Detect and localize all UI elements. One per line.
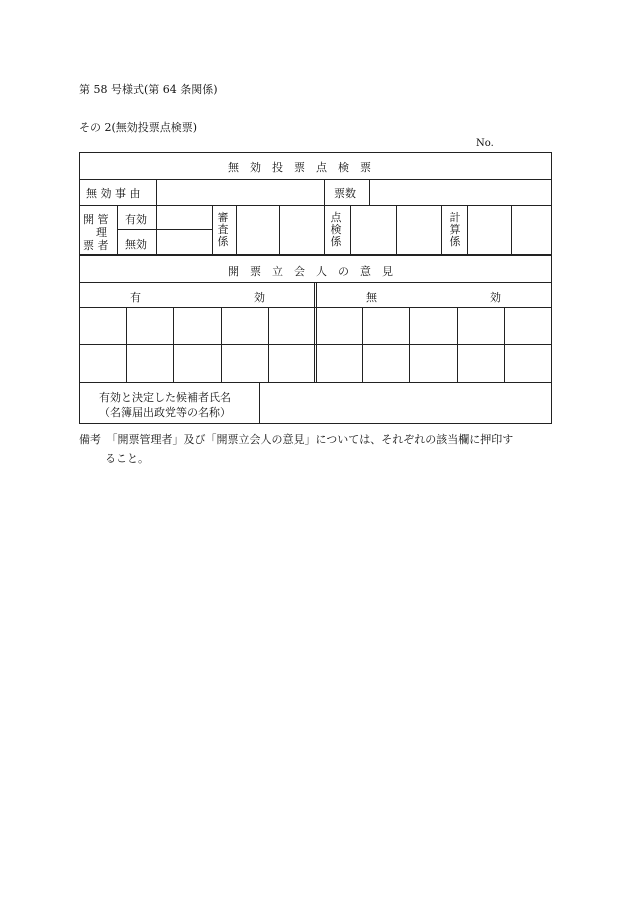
row-divider — [117, 229, 212, 230]
form-number: 第 58 号様式(第 64 条関係) — [79, 83, 218, 96]
col-divider — [173, 307, 174, 382]
form-subtitle: その 2(無効投票点検票) — [79, 121, 198, 134]
col-divider — [350, 205, 351, 254]
col-divider — [268, 307, 269, 382]
invalid-label: 無効 — [125, 238, 147, 251]
col-divider — [369, 179, 370, 205]
col-divider — [409, 307, 410, 382]
col-divider — [259, 382, 260, 424]
inspect-label-1: 点 — [330, 211, 342, 224]
invalid-reason-label: 無 効 事 由 — [86, 187, 141, 200]
row-divider — [79, 179, 552, 180]
col-divider — [467, 205, 468, 254]
review-label-1: 審 — [217, 211, 229, 224]
inspect-label-2: 検 — [330, 223, 342, 236]
remarks — [79, 430, 559, 468]
row-divider — [79, 205, 552, 206]
manager-label-3: 票 者 — [83, 239, 109, 252]
valid-label: 有効 — [125, 213, 147, 226]
col-divider — [324, 205, 325, 254]
col-divider — [362, 307, 363, 382]
row-divider — [79, 254, 552, 256]
opinion-valid-1: 有 — [130, 291, 141, 304]
opinion-invalid-1: 無 — [366, 291, 377, 304]
vote-count-label: 票数 — [334, 187, 356, 200]
col-divider — [441, 205, 442, 254]
calc-label-2: 算 — [449, 223, 461, 236]
col-divider — [212, 205, 213, 254]
col-divider — [396, 205, 397, 254]
review-label-2: 査 — [217, 223, 229, 236]
opinion-title: 開 票 立 会 人 の 意 見 — [228, 265, 393, 278]
col-divider — [221, 307, 222, 382]
calc-label-1: 計 — [449, 211, 461, 224]
col-divider — [156, 205, 157, 254]
row-divider — [79, 382, 552, 383]
col-divider — [279, 205, 280, 254]
opinion-invalid-2: 効 — [490, 291, 501, 304]
candidate-label-line1: 有効と決定した候補者氏名 — [99, 391, 231, 404]
candidate-label-line2: （名簿届出政党等の名称） — [99, 406, 231, 419]
col-divider-double — [316, 282, 317, 382]
col-divider — [511, 205, 512, 254]
manager-label-2: 理 — [96, 226, 107, 239]
remarks-line2: ること。 — [105, 452, 149, 465]
opinion-valid-2: 効 — [254, 291, 265, 304]
calc-label-3: 係 — [449, 235, 461, 248]
manager-label-1: 開 管 — [83, 213, 109, 226]
col-divider — [156, 179, 157, 205]
col-divider — [236, 205, 237, 254]
col-divider — [126, 307, 127, 382]
review-label-3: 係 — [217, 235, 229, 248]
number-label: No. — [476, 138, 494, 149]
remarks-line1: 備考 「開票管理者」及び「開票立会人の意見」については、それぞれの該当欄に押印す — [79, 433, 514, 446]
table-title: 無 効 投 票 点 検 票 — [228, 161, 371, 174]
col-divider — [457, 307, 458, 382]
col-divider — [324, 179, 325, 205]
inspect-label-3: 係 — [330, 235, 342, 248]
col-divider — [504, 307, 505, 382]
col-divider-double — [314, 282, 315, 382]
